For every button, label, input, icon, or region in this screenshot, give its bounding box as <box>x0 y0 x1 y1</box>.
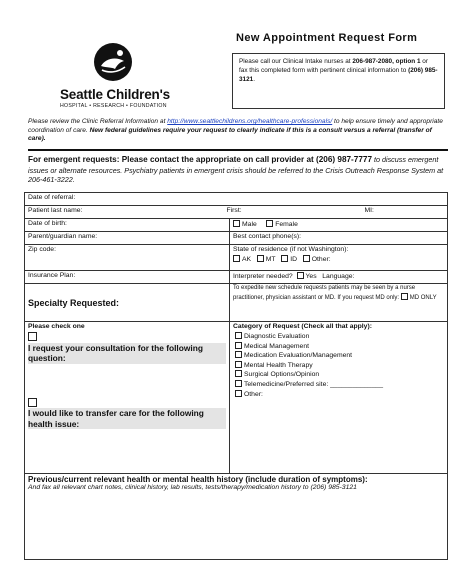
female-checkbox[interactable] <box>266 220 273 227</box>
intake-phone: 206-987-2080, option 1 <box>352 58 421 65</box>
category-cell <box>230 322 448 474</box>
category-surgical[interactable]: Surgical Options/Opinion <box>235 370 444 378</box>
gender-field: Male Female <box>230 219 448 232</box>
dob-field[interactable]: Date of birth: <box>25 219 230 232</box>
category-telemedicine[interactable]: Telemedicine/Preferred site: ______________ <box>235 380 444 388</box>
state-id-checkbox[interactable] <box>281 255 288 262</box>
category-medical[interactable]: Medical Management <box>235 342 444 350</box>
checkbox-icon[interactable] <box>235 390 242 397</box>
state-residence-field: State of residence (if not Washington): AK MT ID Other: <box>230 245 448 271</box>
please-check-one: Please check one <box>28 323 85 330</box>
state-other-checkbox[interactable] <box>303 255 310 262</box>
specialty-label: Specialty Requested: <box>28 297 120 308</box>
patient-name-field[interactable]: Patient last name: First: MI: <box>25 206 448 219</box>
best-contact-field[interactable]: Best contact phone(s): <box>230 232 448 245</box>
logo-subtitle: HOSPITAL • RESEARCH • FOUNDATION <box>60 103 167 109</box>
category-medication[interactable]: Medication Evaluation/Management <box>235 351 444 359</box>
language-label: Language: <box>322 273 355 280</box>
request-type-cell <box>25 322 230 474</box>
md-only-checkbox[interactable] <box>401 293 408 300</box>
category-other[interactable]: Other: <box>235 390 444 398</box>
date-of-referral-field[interactable]: Date of referral: <box>25 193 448 206</box>
info-text-1: Please call our Clinical Intake nurses at <box>239 58 353 65</box>
history-field[interactable] <box>25 474 448 560</box>
interpreter-yes-checkbox[interactable] <box>297 272 304 279</box>
checkbox-icon[interactable] <box>235 380 242 387</box>
category-mental-health[interactable]: Mental Health Therapy <box>235 361 444 369</box>
seattle-childrens-logo <box>60 42 170 109</box>
checkbox-icon[interactable] <box>235 332 242 339</box>
interpreter-field: Interpreter needed? Yes Language: <box>230 271 448 284</box>
logo-name: Seattle Children's <box>60 87 170 102</box>
emergent-phone-line: For emergent requests: Please contact the appropriate on call provider at (206) 987-7777 <box>28 155 372 164</box>
federal-guidelines-note: New federal guidelines require your request to clearly indicate if this is a consult versus a referral (transfer of care). <box>28 126 432 143</box>
checkbox-icon[interactable] <box>235 361 242 368</box>
first-name-label: First: <box>226 207 242 214</box>
review-paragraph: Please review the Clinic Referral Information at http://www.seattlechildrens.org/healthcare-professionals/ to help ensure timely and appropriate coordination of care. New federal guidelines require your request to clearly indicate if this is a consult versus a referral (transfer of care). <box>28 118 443 143</box>
history-title: Previous/current relevant health or mental health history (include duration of symptoms): <box>28 475 368 484</box>
form-title: New Appointment Request Form <box>236 32 418 44</box>
parent-guardian-field[interactable]: Parent/guardian name: <box>25 232 230 245</box>
male-checkbox[interactable] <box>233 220 240 227</box>
contact-info-box: Please call our Clinical Intake nurses at 206-987-2080, option 1 or fax this completed form with pertinent clinical information to (206) 985-3121. <box>232 53 445 109</box>
specialty-field[interactable] <box>25 284 230 322</box>
state-ak-checkbox[interactable] <box>233 255 240 262</box>
consult-checkbox[interactable] <box>28 332 37 341</box>
expedite-note: To expedite new schedule requests patients may be seen by a nurse practitioner, physician assistant or MD. If you request MD only: MD ONLY <box>230 284 448 322</box>
category-title: Category of Request (Check all that apply): <box>233 323 372 330</box>
info-text-2: or fax this completed form with pertinent clinical information to <box>239 58 428 74</box>
zip-code-field[interactable]: Zip code: <box>25 245 230 271</box>
transfer-checkbox[interactable] <box>28 398 37 407</box>
whale-logo-icon <box>93 42 133 82</box>
section-divider <box>28 149 448 151</box>
history-subtitle: And fax all relevant chart notes, clinical history, lab results, tests/therapy/medication history to (206) 985-3121 <box>28 484 357 491</box>
referral-form-table <box>24 192 448 560</box>
fax-number: (206) 985-3121 <box>239 66 438 83</box>
checkbox-icon[interactable] <box>235 342 242 349</box>
category-diagnostic[interactable]: Diagnostic Evaluation <box>235 332 444 340</box>
transfer-option: I would like to transfer care for the following health issue: <box>28 398 226 430</box>
checkbox-icon[interactable] <box>235 351 242 358</box>
checkbox-icon[interactable] <box>235 370 242 377</box>
mi-label: MI: <box>364 207 374 214</box>
referral-info-link[interactable]: http://www.seattlechildrens.org/healthcare-professionals/ <box>167 118 333 125</box>
insurance-plan-field[interactable]: Insurance Plan: <box>25 271 230 284</box>
consult-option: I request your consultation for the following question: <box>28 332 226 364</box>
state-mt-checkbox[interactable] <box>257 255 264 262</box>
emergent-requests-notice: For emergent requests: Please contact the appropriate on call provider at (206) 987-7777 to discuss emergent issues or alternate resources. Psychiatry patients in emergent crisis should be referred to the Crisis Outreach Response System at 206-461-3222. <box>28 155 444 185</box>
